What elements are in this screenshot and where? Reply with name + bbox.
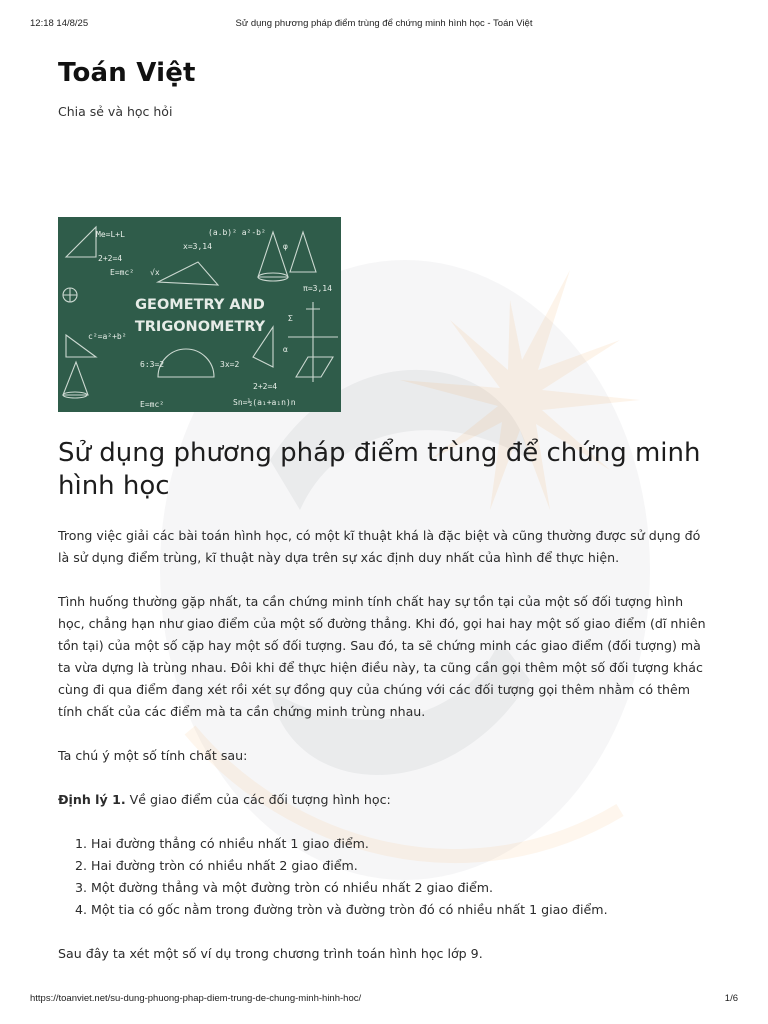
- formula-4: π=3,14: [303, 284, 332, 293]
- theorem-paragraph: [58, 789, 710, 811]
- paragraph: Trong việc giải các bài toán hình học, có một kĩ thuật khá là đặc biệt và cũng thường được sử dụng đó là sử dụng điểm trùng, kĩ thuật này dựa trên sự xác định duy nhất của hình để thực hiện.: [58, 528, 701, 565]
- formula-16: Sn=½(a₁+a₁n)n: [233, 398, 296, 407]
- formula-2: (a.b)² a²-b²: [208, 228, 266, 237]
- list-item: 2. Hai đường tròn có nhiều nhất 2 giao điểm.: [91, 855, 710, 877]
- formula-13: Σ: [288, 314, 293, 323]
- list-item: 4. Một tia có gốc nằm trong đường tròn và đường tròn đó có nhiều nhất 1 giao điểm.: [91, 899, 710, 921]
- formula-1: Me=L+L: [96, 230, 125, 239]
- formula-9: 3x=2: [220, 360, 240, 369]
- post-title: Sử dụng phương pháp điểm trùng để chứng minh hình học: [58, 438, 701, 501]
- featured-image: [58, 217, 341, 412]
- print-header: [0, 18, 768, 32]
- paragraph: Sau đây ta xét một số ví dụ trong chương trình toán hình học lớp 9.: [58, 946, 483, 961]
- formula-11: E=mc²: [140, 400, 165, 409]
- print-footer: [0, 993, 768, 1007]
- theorem-list: [58, 833, 710, 921]
- paragraph: Tình huống thường gặp nhất, ta cần chứng minh tính chất hay sự tồn tại của một số đối tượng hình học, chẳng hạn như giao điểm của một số đường thẳng. Khi đó, gọi hai hay một số giao điểm (dĩ nhiên tồn tại) của một số cặp hay một số đối tượng. Sau đó, ta sẽ chứng minh các giao điểm (đối tượng) mà ta vừa dựng là trùng nhau. Đôi khi để thực hiện điều này, ta cũng cần gọi thêm một số đối tượng khác cùng đi qua điểm đang xét rồi xét sự đồng quy của chúng với các đối tượng gọi thêm nhằm có thêm tính chất của các điểm mà ta cần chứng minh trùng nhau.: [58, 594, 706, 719]
- list-item: 3. Một đường thẳng và một đường tròn có nhiều nhất 2 giao điểm.: [91, 877, 710, 899]
- featured-image-caption-2: TRIGONOMETRY: [134, 319, 266, 335]
- formula-8: 6:3=2: [140, 360, 165, 369]
- formula-6: 2+2=4: [98, 254, 123, 263]
- formula-15: α: [283, 345, 288, 354]
- print-page-title: Sử dụng phương pháp điểm trùng để chứng minh hình học - Toán Việt: [235, 18, 533, 29]
- print-url[interactable]: https://toanviet.net/su-dung-phuong-phap-diem-trung-de-chung-minh-hinh-hoc/: [30, 993, 362, 1004]
- theorem-text: Về giao điểm của các đối tượng hình học:: [125, 792, 391, 807]
- formula-5: E=mc²: [110, 268, 135, 277]
- paragraph: Ta chú ý một số tính chất sau:: [58, 748, 248, 763]
- formula-10: 2+2=4: [253, 382, 278, 391]
- formula-7: c²=a²+b²: [88, 332, 127, 341]
- formula-12: √x: [150, 268, 160, 277]
- formula-3: x=3,14: [183, 242, 212, 251]
- theorem-label: Định lý 1.: [58, 792, 126, 807]
- site-title[interactable]: Toán Việt: [58, 58, 196, 88]
- list-item: 1. Hai đường thẳng có nhiều nhất 1 giao điểm.: [91, 833, 710, 855]
- formula-14: φ: [283, 242, 288, 251]
- featured-image-caption-1: GEOMETRY AND: [135, 297, 265, 313]
- print-datetime: 12:18 14/8/25: [30, 18, 89, 29]
- site-description: Chia sẻ và học hỏi: [58, 104, 173, 119]
- print-page-number: 1/6: [724, 993, 738, 1004]
- article-body: [58, 525, 710, 987]
